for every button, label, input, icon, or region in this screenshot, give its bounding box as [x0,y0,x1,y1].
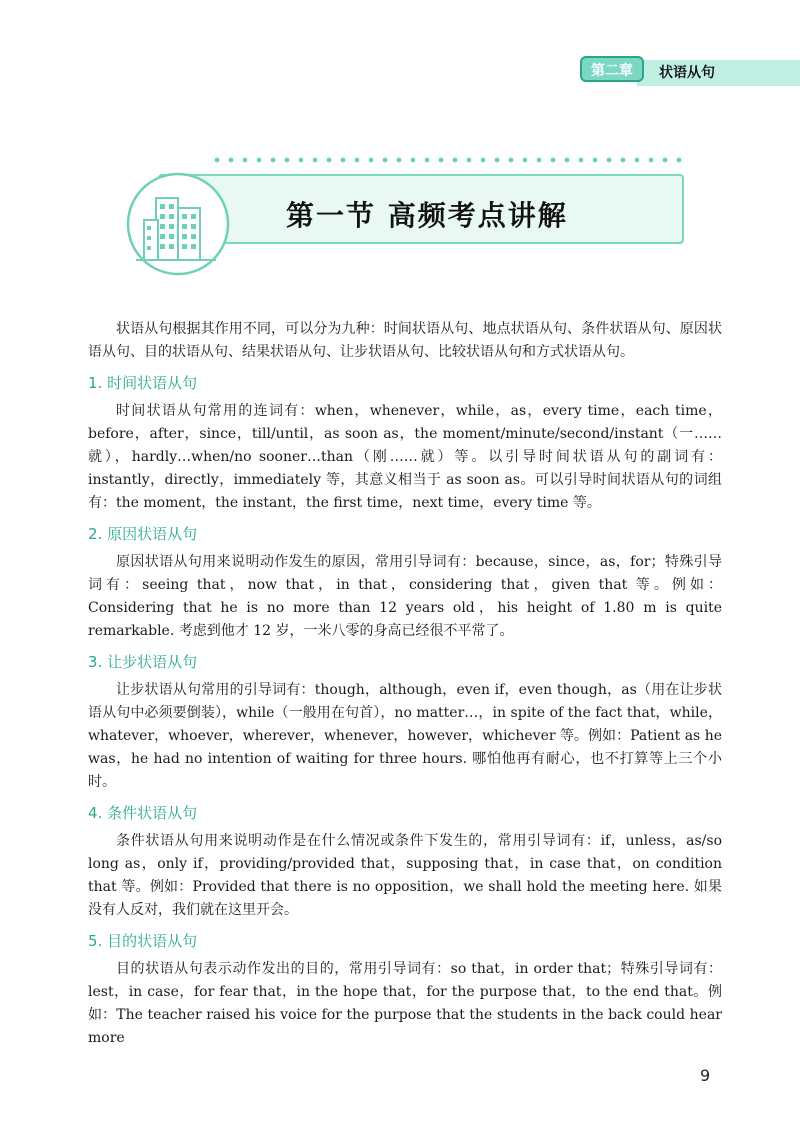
section-paragraph-concession: 让步状语从句常用的引导词有：though，although，even if，even though，as（用在让步状语从句中必须要倒装），while（一般用在句首），no matter…，in spite of the fact that，while，whatever，whoever，wherever，whenever，however，whichever 等。例如：Patient as he was，he had no intention of waiting for three hours. 哪怕他再有耐心，也不打算等上三个小时。 [88,682,722,790]
main-content [88,318,722,1050]
chapter-header [575,56,800,86]
building-icon [118,168,238,278]
section-heading-purpose: 5. 目的状语从句 [88,932,198,950]
section-paragraph-purpose: 目的状语从句表示动作发出的目的，常用引导词有：so that，in order that；特殊引导词有：lest，in case，for fear that，in the hope that，for the purpose that，to the end that。例如：The teacher raised his voice for the purpose that the students in the back could hear more [88,961,722,1046]
section-paragraph-reason: 原因状语从句用来说明动作发生的原因，常用引导词有：because，since，as，for；特殊引导词有：seeing that，now that，in that，considering that，given that 等。例如：Considering that he is no more than 12 years old，his height of 1.80 m is quite remarkable. 考虑到他才 12 岁，一米八零的身高已经很不平常了。 [88,554,722,639]
section-heading-condition: 4. 条件状语从句 [88,804,198,822]
section-paragraph-time: 时间状语从句常用的连词有：when，whenever，while，as，every time，each time，before，after，since，till/until，as soon as，the moment/minute/second/instant（一……就），hardly…when/no sooner…than（刚……就）等。以引导时间状语从句的副词有：instantly，directly，immediately 等，其意义相当于 as soon as。可以引导时间状语从句的词组有：the moment，the instant，the first time，next time，every time 等。 [88,403,722,511]
section-banner [118,150,684,280]
intro-paragraph: 状语从句根据其作用不同，可以分为九种：时间状语从句、地点状语从句、条件状语从句、原因状语从句、目的状语从句、结果状语从句、让步状语从句、比较状语从句和方式状语从句。 [88,321,722,360]
chapter-label: 第二章 [580,56,644,82]
section-heading-reason: 2. 原因状语从句 [88,525,198,543]
section-title: 第一节 高频考点讲解 [286,199,568,232]
page-number: 9 [700,1066,711,1085]
section-heading-concession: 3. 让步状语从句 [88,653,198,671]
chapter-title: 状语从句 [659,65,715,81]
section-paragraph-condition: 条件状语从句用来说明动作是在什么情况或条件下发生的，常用引导词有：if，unless，as/so long as，only if，providing/provided that，supposing that，in case that，on condition that 等。例如：Provided that there is no opposition，we shall hold the meeting here. 如果没有人反对，我们就在这里开会。 [88,833,722,918]
dotted-line-decoration [213,154,683,166]
section-heading-time: 1. 时间状语从句 [88,374,198,392]
